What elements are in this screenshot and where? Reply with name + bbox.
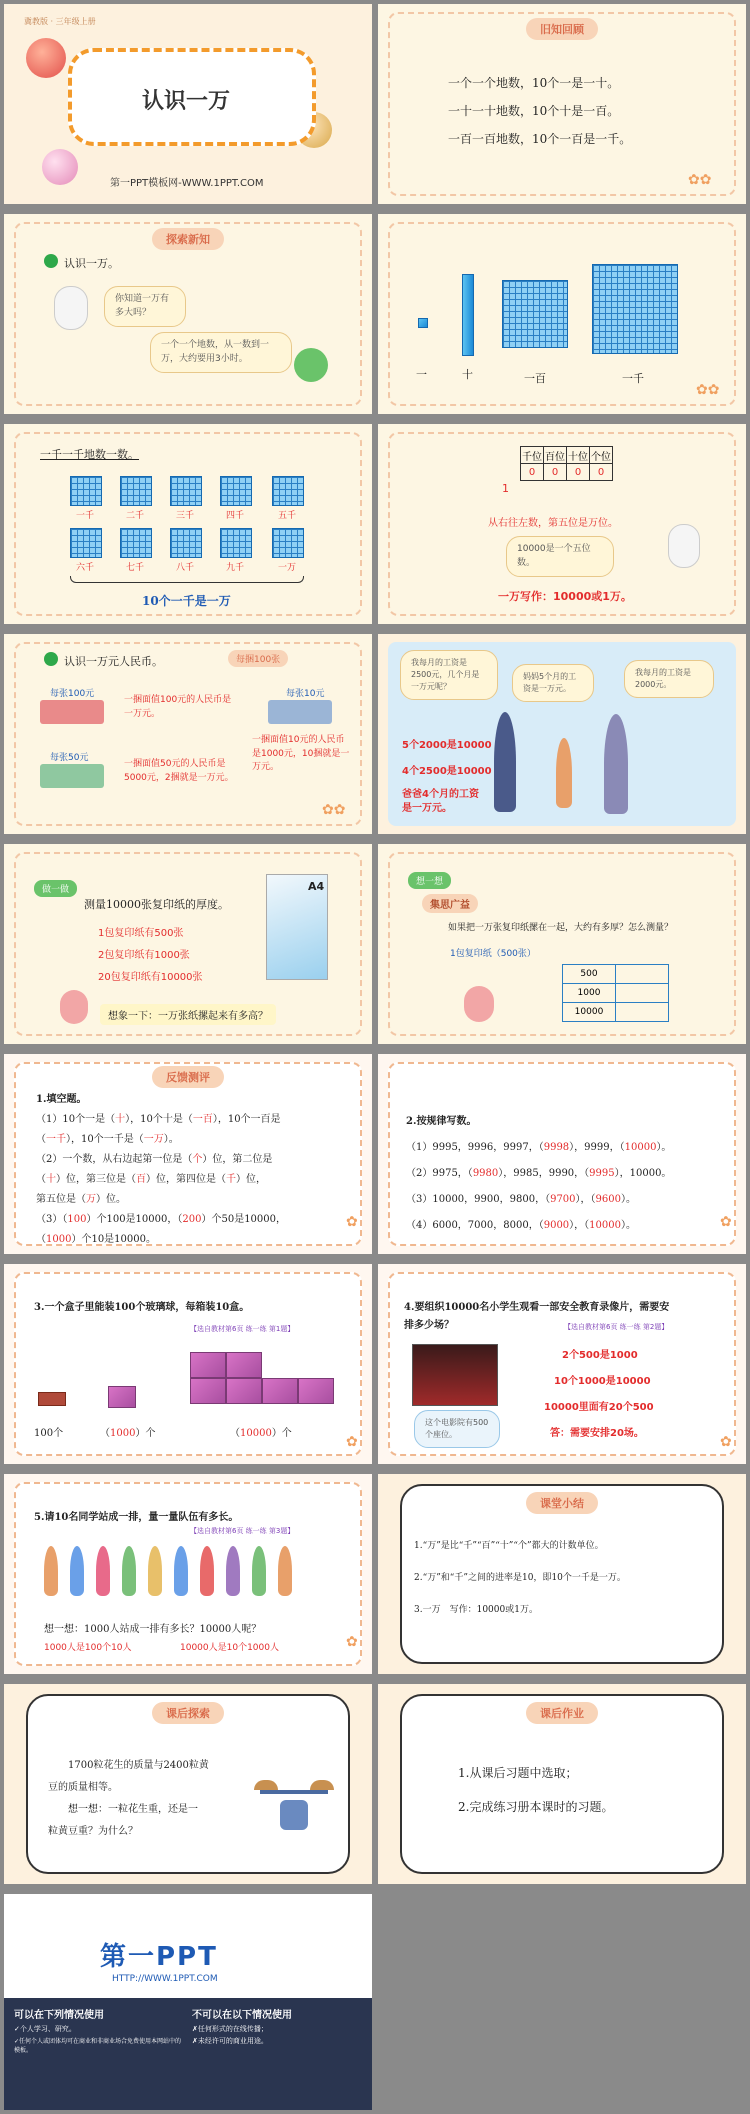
- answer-span: 1000: [46, 1234, 72, 1245]
- quiz-line-3: [36, 1150, 272, 1165]
- step-text: 认识一万。: [64, 257, 119, 270]
- answer-span: 10000: [240, 1428, 272, 1439]
- banner: 每捆100张: [228, 650, 288, 667]
- text-span: 第五位是（: [36, 1194, 86, 1205]
- text-span: ），9999，（: [569, 1142, 625, 1153]
- ten-bar: [462, 274, 474, 356]
- write-rule: 一万写作：10000或1万。: [498, 590, 632, 603]
- question-text: 如果把一万张复印纸摞在一起，大约有多厚？怎么测量？: [448, 923, 674, 933]
- count-label: 六千: [76, 563, 95, 573]
- place-digit: 0: [590, 464, 613, 481]
- can-use-item: ✓个人学习、研究。: [14, 2025, 76, 2033]
- text-span: （4）6000，7000，8000，（: [406, 1220, 544, 1231]
- bill-10-image: [268, 700, 332, 724]
- bill-text: 一捆面值50元的人民币是5000元，2捆就是一万元。: [124, 759, 234, 783]
- pattern-row: [406, 1138, 671, 1153]
- student-figure: [148, 1546, 162, 1596]
- answer-span: 十: [46, 1174, 56, 1185]
- student-figure: [200, 1546, 214, 1596]
- flower-icon: ✿✿: [322, 802, 346, 818]
- answer-span: 100: [67, 1214, 87, 1225]
- answer-span: 9995: [589, 1168, 615, 1179]
- text-span: ），10000。: [614, 1168, 672, 1179]
- text-span: ）位。: [96, 1194, 126, 1205]
- question-bubble: 你知道一万有多大吗？: [104, 286, 186, 327]
- place-value-table: [520, 446, 613, 481]
- cannot-use-item: ✗任何形式的在线传播；: [192, 2025, 268, 2033]
- place-header: 十位: [567, 447, 590, 464]
- text-span: （: [36, 1174, 46, 1185]
- thousand-cube: [120, 528, 152, 558]
- crate: [262, 1378, 298, 1404]
- student-figure: [278, 1546, 292, 1596]
- thousand-cube: [70, 476, 102, 506]
- source-note: 【选自教材第6页 练一练 第2题】: [564, 1323, 669, 1331]
- answer-span: 个: [192, 1154, 203, 1165]
- slide-explore: [4, 214, 372, 414]
- text-span: ），10个一千是（: [66, 1134, 144, 1145]
- place-digit: 0: [544, 464, 567, 481]
- text-span: ）个10是10000。: [71, 1234, 156, 1245]
- flower-icon: ✿: [346, 1214, 358, 1230]
- table-cell: 1000: [563, 984, 616, 1003]
- review-line: 一十一十地数，10个十是一百。: [448, 104, 620, 118]
- crate: [190, 1352, 226, 1378]
- homework-line: 1.从课后习题中选取；: [458, 1766, 578, 1780]
- thousand-cube: [170, 528, 202, 558]
- text-span: （3）（: [36, 1214, 68, 1225]
- cannot-use-title: 不可以在以下情况使用: [192, 2010, 292, 2021]
- bill-caption: 每张10元: [286, 689, 325, 699]
- thousand-cube: [220, 476, 252, 506]
- section-tag: 课后作业: [526, 1702, 598, 1724]
- girl-icon: [464, 986, 494, 1022]
- ufo-icon: [26, 38, 66, 78]
- page-title: 认识一万: [142, 88, 231, 114]
- pattern-row: [406, 1190, 636, 1205]
- paper-line: 2包复印纸有1000张: [98, 950, 190, 961]
- unit-label: 一千: [622, 372, 644, 385]
- pack-label: 1包复印纸（500张）: [450, 949, 536, 959]
- answer-span: 9700: [550, 1194, 576, 1205]
- step-badge-icon: [44, 254, 58, 268]
- answer-line: 5个2000是10000: [402, 740, 492, 751]
- thousand-cube: [592, 264, 678, 354]
- cinema-photo: [412, 1344, 498, 1406]
- count-label: [230, 1424, 292, 1439]
- homework-line: 2.完成练习册本课时的习题。: [458, 1800, 614, 1814]
- slide-review: [378, 4, 746, 204]
- single-crate: [108, 1386, 136, 1408]
- answer-line: 1000人是100个10人: [44, 1643, 132, 1653]
- father-figure: [494, 712, 516, 812]
- place-header: 千位: [521, 447, 544, 464]
- small-box: [38, 1392, 66, 1406]
- question-title: 排多少场？: [404, 1320, 454, 1331]
- footer-url[interactable]: HTTP://WWW.1PPT.COM: [112, 1974, 218, 1984]
- mother-bubble: 我每月的工资是2000元。: [624, 660, 714, 698]
- slide-count-thousands: [4, 424, 372, 624]
- answer-span: 一千: [46, 1134, 66, 1145]
- text-span: ），10个一百是: [212, 1114, 281, 1125]
- scale-pan-right: [310, 1780, 334, 1790]
- text-span: （: [36, 1134, 46, 1145]
- answer-line: 10个1000是10000: [554, 1376, 651, 1387]
- bill-caption: 每张100元: [50, 689, 95, 699]
- place-digit: 0: [521, 464, 544, 481]
- scale-beam: [260, 1790, 328, 1794]
- rabbit-icon: [54, 286, 88, 330]
- slide-explore-after: [4, 1684, 372, 1884]
- slide-quiz-fill: [4, 1054, 372, 1254]
- count-label: 一万: [278, 563, 297, 573]
- count-label: 三千: [176, 511, 195, 521]
- thousand-cube: [120, 476, 152, 506]
- scale-base: [280, 1800, 308, 1830]
- table-cell-empty: [616, 984, 669, 1003]
- text-span: ），9985，9990，（: [498, 1168, 590, 1179]
- section-heading: 一千一千地数一数。: [40, 448, 139, 461]
- quiz-line-4: [36, 1170, 266, 1185]
- place-digit: 0: [567, 464, 590, 481]
- section-tag: 做一做: [34, 880, 77, 897]
- scale-pan-left: [254, 1780, 278, 1790]
- text-span: ）个: [271, 1428, 292, 1439]
- thousand-cube: [170, 476, 202, 506]
- slide-quiz-pattern: [378, 1054, 746, 1254]
- slide-summary: [378, 1474, 746, 1674]
- planet-icon: [42, 149, 78, 185]
- text-span: （: [100, 1428, 110, 1439]
- count-label: 八千: [176, 563, 195, 573]
- student-figure: [122, 1546, 136, 1596]
- text-span: （1）9995，9996，9997，（: [406, 1142, 544, 1153]
- thousand-cube: [272, 528, 304, 558]
- table-cell: 500: [563, 965, 616, 984]
- text-span: ）。: [620, 1194, 636, 1205]
- count-label: 九千: [226, 563, 245, 573]
- text-span: （2）一个数，从右边起第一位是（: [36, 1154, 193, 1165]
- student-figure: [70, 1546, 84, 1596]
- flower-icon: ✿✿: [696, 382, 720, 398]
- place-header: 百位: [544, 447, 567, 464]
- text-span: （: [230, 1428, 240, 1439]
- crate: [298, 1378, 334, 1404]
- thousand-cube: [272, 476, 304, 506]
- father-bubble: 我每月的工资是2500元，几个月是一万元呢？: [400, 650, 498, 700]
- rabbit-icon: [668, 524, 700, 568]
- count-label: 七千: [126, 563, 145, 573]
- section-tag: 课堂小结: [526, 1492, 598, 1514]
- quiz-line-6: [36, 1210, 286, 1225]
- answer-span: 9000: [543, 1220, 570, 1231]
- source-note: 【选自教材第6页 练一练 第1题】: [190, 1325, 295, 1333]
- mother-figure: [604, 714, 628, 814]
- flower-icon: ✿: [720, 1214, 732, 1230]
- slide-quiz-boxes: [4, 1264, 372, 1464]
- answer-span: 10000: [624, 1142, 657, 1153]
- text-span: ）。: [163, 1134, 179, 1145]
- bill-text: 一捆面值100元的人民币是一万元。: [124, 695, 232, 719]
- section-tag: 想一想: [408, 872, 451, 889]
- answer-line: 2个500是1000: [562, 1350, 638, 1361]
- a4-label: A4: [308, 880, 325, 893]
- text-span: ）位，第四位是（: [146, 1174, 226, 1185]
- scale-icon: [254, 1780, 334, 1836]
- place-note: 从右往左数，第五位是万位。: [488, 518, 618, 529]
- flower-icon: ✿✿: [688, 172, 712, 188]
- answer-span: 9980: [472, 1168, 499, 1179]
- flower-icon: ✿: [720, 1434, 732, 1450]
- slide-think: [378, 844, 746, 1044]
- explore-line: 粒黄豆重？为什么？: [48, 1826, 138, 1837]
- question-title: 2.按规律写数。: [406, 1116, 477, 1127]
- unit-label: 一百: [524, 372, 546, 385]
- text-span: （2）9975，（: [406, 1168, 473, 1179]
- text-span: ）。: [620, 1220, 636, 1231]
- text-span: （: [36, 1234, 46, 1245]
- slide-quiz-cinema: [378, 1264, 746, 1464]
- text-span: （3）10000，9900，9800，（: [406, 1194, 551, 1205]
- step-badge-icon: [44, 652, 58, 666]
- student-figure: [96, 1546, 110, 1596]
- flower-icon: ✿: [346, 1634, 358, 1650]
- answer-span: 9600: [595, 1194, 621, 1205]
- table-cell-empty: [616, 1003, 669, 1022]
- explore-line: 1700粒花生的质量与2400粒黄: [68, 1760, 209, 1771]
- site-label: 第一PPT模板网-WWW.1PPT.COM: [110, 178, 264, 189]
- banner: 集思广益: [422, 894, 478, 913]
- count-label: 100个: [34, 1428, 64, 1439]
- text-span: ）个100是10000，（: [86, 1214, 183, 1225]
- student-figure: [252, 1546, 266, 1596]
- text-span: ）。: [656, 1142, 672, 1153]
- five-digit-bubble: 10000是一个五位数。: [506, 536, 614, 577]
- slide-cover: [4, 4, 372, 204]
- section-tag: 课后探索: [152, 1702, 224, 1724]
- answer-line: 4个2500是10000: [402, 766, 492, 777]
- question-title: 3.一个盒子里能装100个玻璃球，每箱装10盒。: [34, 1302, 250, 1313]
- flower-icon: ✿: [346, 1434, 358, 1450]
- answer-span: 万: [86, 1194, 96, 1205]
- girl-icon: [60, 990, 88, 1024]
- step-text: 认识一万元人民币。: [64, 655, 163, 668]
- student-figure: [44, 1546, 58, 1596]
- explore-line: 豆的质量相等。: [48, 1782, 118, 1793]
- section-tag: 探索新知: [152, 228, 224, 250]
- count-label: 四千: [226, 511, 245, 521]
- text-span: ）位，第三位是（: [56, 1174, 136, 1185]
- unit-label: 一: [416, 368, 427, 381]
- frog-icon: [294, 348, 328, 382]
- count-label: 一千: [76, 511, 95, 521]
- slide-homework: [378, 1684, 746, 1884]
- count-label: [100, 1424, 155, 1439]
- bill-text: 一捆面值10元的人民币是1000元，10捆就是一万元。: [252, 735, 350, 772]
- pattern-row: [406, 1216, 636, 1231]
- text-span: ）位，: [236, 1174, 266, 1185]
- slide-salary: [378, 634, 746, 834]
- quiz-line-2: [36, 1130, 179, 1145]
- student-figure: [226, 1546, 240, 1596]
- brace: [70, 576, 304, 583]
- table-cell: 10000: [563, 1003, 616, 1022]
- bill-100-image: [40, 700, 104, 724]
- answer-span: 1000: [110, 1428, 136, 1439]
- measure-table: [562, 964, 669, 1022]
- question-title: 1.填空题。: [36, 1094, 87, 1105]
- answer-line: 10000人是10个1000人: [180, 1643, 279, 1653]
- text-span: ）个50是10000，: [201, 1214, 287, 1225]
- answer-bubble: 一个一个地数，从一数到一万，大约要用3小时。: [150, 332, 292, 373]
- review-line: 一百一百地数，10个一百是一千。: [448, 132, 632, 146]
- pattern-row: [406, 1164, 671, 1179]
- can-use-title: 可以在下列情况使用: [14, 2010, 104, 2021]
- text-span: ），（: [575, 1194, 596, 1205]
- license-card: [4, 1894, 372, 2110]
- text-span: ）个: [135, 1428, 156, 1439]
- answer-line: 爸爸4个月的工资是一万元。: [402, 789, 479, 814]
- hundred-flat: [502, 280, 568, 348]
- answer-span: 十: [115, 1114, 126, 1125]
- quiz-line-7: [36, 1230, 156, 1245]
- source-note: 【选自教材第6页 练一练 第3题】: [190, 1527, 295, 1535]
- text-span: ），10个十是（: [125, 1114, 193, 1125]
- quiz-line-5: [36, 1190, 126, 1205]
- question-title: 4.要组织10000名小学生观看一部安全教育录像片，需要安: [404, 1302, 670, 1313]
- slide-money: [4, 634, 372, 834]
- quiz-line-1: [36, 1110, 281, 1125]
- answer-span: 一万: [143, 1134, 164, 1145]
- grade-label: 冀教版 · 三年级上册: [24, 17, 96, 26]
- section-tag: 旧知回顾: [526, 18, 598, 40]
- summary-line: 1.“万”是比“千”“百”“十”“个”都大的计数单位。: [414, 1541, 604, 1551]
- girl-bubble: 妈妈5个月的工资是一万元。: [512, 664, 594, 702]
- slide-units: [378, 214, 746, 414]
- slide-place-value: [378, 424, 746, 624]
- crate: [190, 1378, 226, 1404]
- cinema-note: 这个电影院有500个座位。: [414, 1410, 500, 1448]
- answer-span: 10000: [589, 1220, 621, 1231]
- summary-line: 3.一万 写作：10000或1万。: [414, 1605, 538, 1615]
- paper-line: 20包复印纸有10000张: [98, 972, 203, 983]
- answer-line: 10000里面有20个500: [544, 1402, 654, 1413]
- crate: [226, 1378, 262, 1404]
- footer-logo: 第一PPT: [100, 1942, 218, 1972]
- answer-span: 200: [182, 1214, 202, 1225]
- count-label: 五千: [278, 511, 297, 521]
- text-span: （1）10个一是（: [36, 1114, 116, 1125]
- count-label: 二千: [126, 511, 145, 521]
- thousand-cube: [70, 528, 102, 558]
- student-figure: [174, 1546, 188, 1596]
- answer-span: 百: [136, 1174, 146, 1185]
- section-tag: 反馈测评: [152, 1066, 224, 1088]
- answer-span: 一百: [192, 1114, 213, 1125]
- bill-50-image: [40, 764, 104, 788]
- summary-line: 2.“万”和“千”之间的进率是10，即10个一千是一万。: [414, 1573, 626, 1583]
- thousand-cube: [220, 528, 252, 558]
- bill-caption: 每张50元: [50, 753, 89, 763]
- crate: [226, 1352, 262, 1378]
- place-header: 个位: [590, 447, 613, 464]
- think-text: 想一想：1000人站成一排有多长？10000人呢？: [44, 1624, 262, 1635]
- text-span: ）位，第二位是: [202, 1154, 273, 1165]
- ten-thousands-digit: 1: [502, 482, 509, 495]
- task-text: 测量10000张复印纸的厚度。: [84, 898, 229, 911]
- answer-span: 9998: [543, 1142, 570, 1153]
- answer-line: 答：需要安排20场。: [550, 1428, 644, 1439]
- explore-line: 想一想：一粒花生重，还是一: [68, 1804, 198, 1815]
- summary-label: 10个一千是一万: [142, 594, 231, 608]
- girl-figure: [556, 738, 572, 808]
- paper-line: 1包复印纸有500张: [98, 928, 184, 939]
- imagine-text: 想象一下：一万张纸摞起来有多高？: [100, 1004, 276, 1025]
- one-cube: [418, 318, 428, 328]
- cannot-use-item: ✗未经许可的商业用途。: [192, 2037, 268, 2045]
- text-span: ），（: [569, 1220, 590, 1231]
- can-use-item: ✓任何个人或团体均可在商业和非商业场合免费使用本网站中的模板。: [14, 2038, 182, 2054]
- slide-paper: [4, 844, 372, 1044]
- review-line: 一个一个地数，10个一是一十。: [448, 76, 620, 90]
- unit-label: 十: [462, 368, 473, 381]
- answer-span: 千: [226, 1174, 236, 1185]
- table-cell-empty: [616, 965, 669, 984]
- question-title: 5.请10名同学站成一排，量一量队伍有多长。: [34, 1512, 239, 1523]
- slide-quiz-line: [4, 1474, 372, 1674]
